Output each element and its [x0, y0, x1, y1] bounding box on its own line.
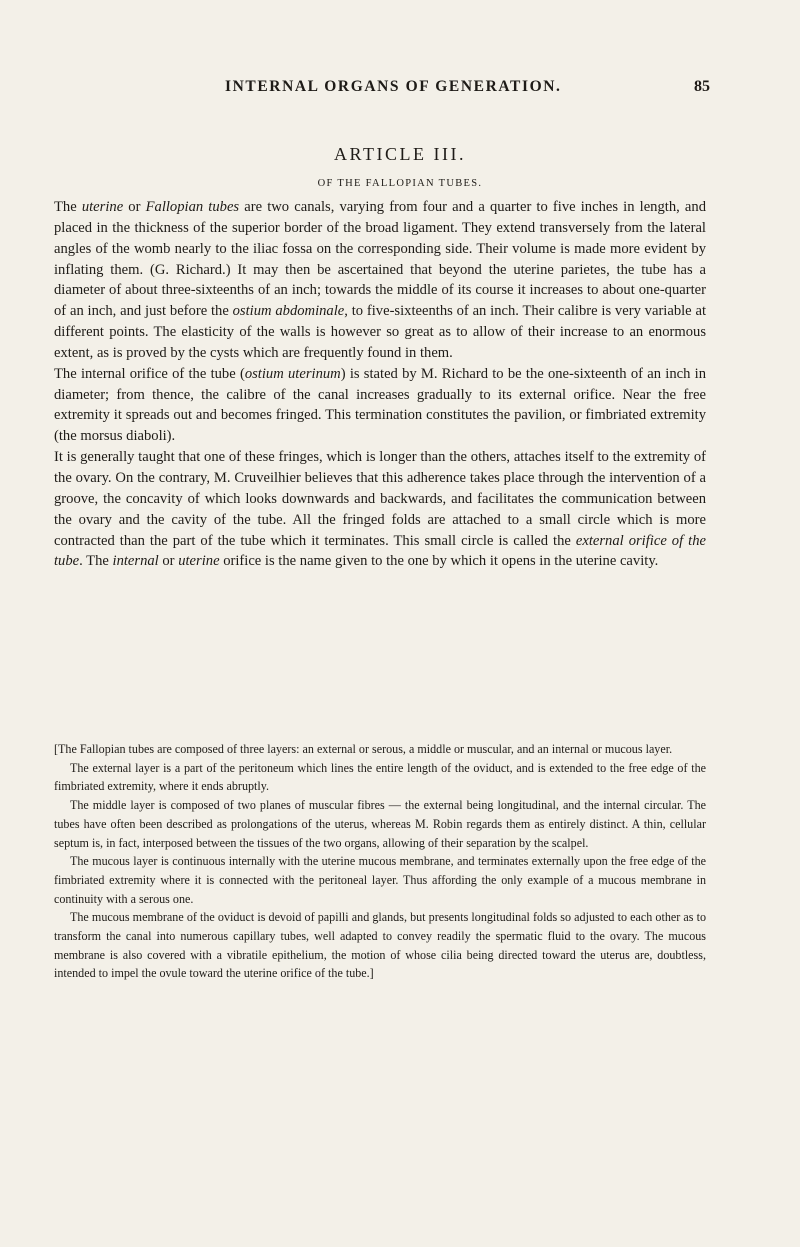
paragraph-2 [54, 364, 706, 447]
note-paragraph-5: The mucous membrane of the oviduct is devoid of papilli and glands, but presents longitudinal folds so adjusted to each other as to transform the canal into numerous capillary tubes, well adapted to convey readily the spermatic fluid to the ovary. The mucous membrane is also covered with a vibratile epithelium, the motion of whose cilia being directed toward the uterus are, doubtless, intended to impel the ovule toward the uterine orifice of the tube.] [54, 910, 706, 981]
text-run: orifice is the name given to the one by which it opens in the uterine cavity. [219, 553, 659, 570]
italic-term: Fallopian tubes [145, 199, 240, 215]
italic-term: ostium abdominale [232, 303, 345, 320]
italic-term: uterine [178, 553, 220, 570]
text-run: or [123, 199, 146, 215]
paragraph-3 [54, 447, 706, 572]
italic-term: uterine [81, 199, 124, 215]
text-run: , to five-sixteenths of an inch. Their calibre is very variable at different points. The elasticity of the walls is however so great as to allow of their increase to an enormous extent, as is proved by the cysts which are frequently found in them. [54, 303, 707, 361]
note-paragraph-2: The external layer is a part of the peritoneum which lines the entire length of the oviduct, and is extended to the free edge of the fimbriated extremity, where it ends abruptly. [54, 760, 706, 794]
text-run: are two canals, varying from four and a quarter to five inches in length, and placed in the thickness of the superior border of the broad ligament. They extend transversely from the lateral angles of the womb nearly to the iliac fossa on the corresponding side. Their volume is made more evident by inflating them. (G. Richard.) It may then be ascertained that beyond the uterine parietes, the tube has a diameter of about three-sixteenths of an inch; towards the middle of its course it increases to about one-quarter of an inch, and just before the [54, 199, 706, 320]
running-head [225, 78, 710, 96]
page-number: 85 [694, 78, 710, 95]
text-run: or [158, 553, 179, 570]
text-run: The internal orifice of the tube ( [54, 365, 245, 382]
article-subheading: OF THE FALLOPIAN TUBES. [317, 178, 483, 189]
text-run: . The [79, 553, 113, 570]
note-paragraph-3: The middle layer is composed of two planes of muscular fibres — the external being longitudinal, and the internal circular. The tubes have often been described as prolongations of the uterus, whereas M. Robin regards them as entirely distinct. A thin, cellular septum is, in fact, interposed between the tissues of the two organs, allowing of their separation by the scalpel. [54, 798, 706, 850]
paragraph-1 [54, 197, 706, 364]
article-heading: ARTICLE III. [334, 144, 466, 164]
running-title: INTERNAL ORGANS OF GENERATION. [225, 78, 562, 95]
text-run: It is generally taught that one of these fringes, which is longer than the others, attaches itself to the extremity of the ovary. On the contrary, M. Cruveilhier believes that this adherence takes place through the intervention of a groove, the concavity of which looks downwards and backwards, and facilitates the communication between the ovary and the cavity of the tube. All the fringed folds are attached to a small circle which is more contracted than the part of the tube which it terminates. This small circle is called the [54, 449, 706, 549]
text-run: The [54, 199, 82, 215]
text-run: ) is stated by M. Richard to be the one-sixteenth of an inch in diameter; from thence, the calibre of the canal increases gradually to its external orifice. Near the free extremity it spreads out and becomes fringed. This termination constitutes the pavilion, or fimbriated extremity (the morsus diaboli). [54, 365, 706, 445]
note-paragraph-4: The mucous layer is continuous internally with the uterine mucous membrane, and terminates externally upon the free edge of the fimbriated extremity where it is connected with the peritoneal layer. Thus affording the only example of a mucous membrane in continuity with a serous one. [54, 854, 706, 906]
italic-term: ostium uterinum [244, 365, 341, 382]
note-paragraph-1: [The Fallopian tubes are composed of three layers: an external or serous, a middle or muscular, and an internal or mucous layer. [54, 742, 673, 756]
italic-term: external orifice of the tube [54, 532, 706, 570]
italic-term: internal [112, 553, 159, 570]
editor-note [54, 740, 706, 983]
body-text [54, 197, 706, 572]
